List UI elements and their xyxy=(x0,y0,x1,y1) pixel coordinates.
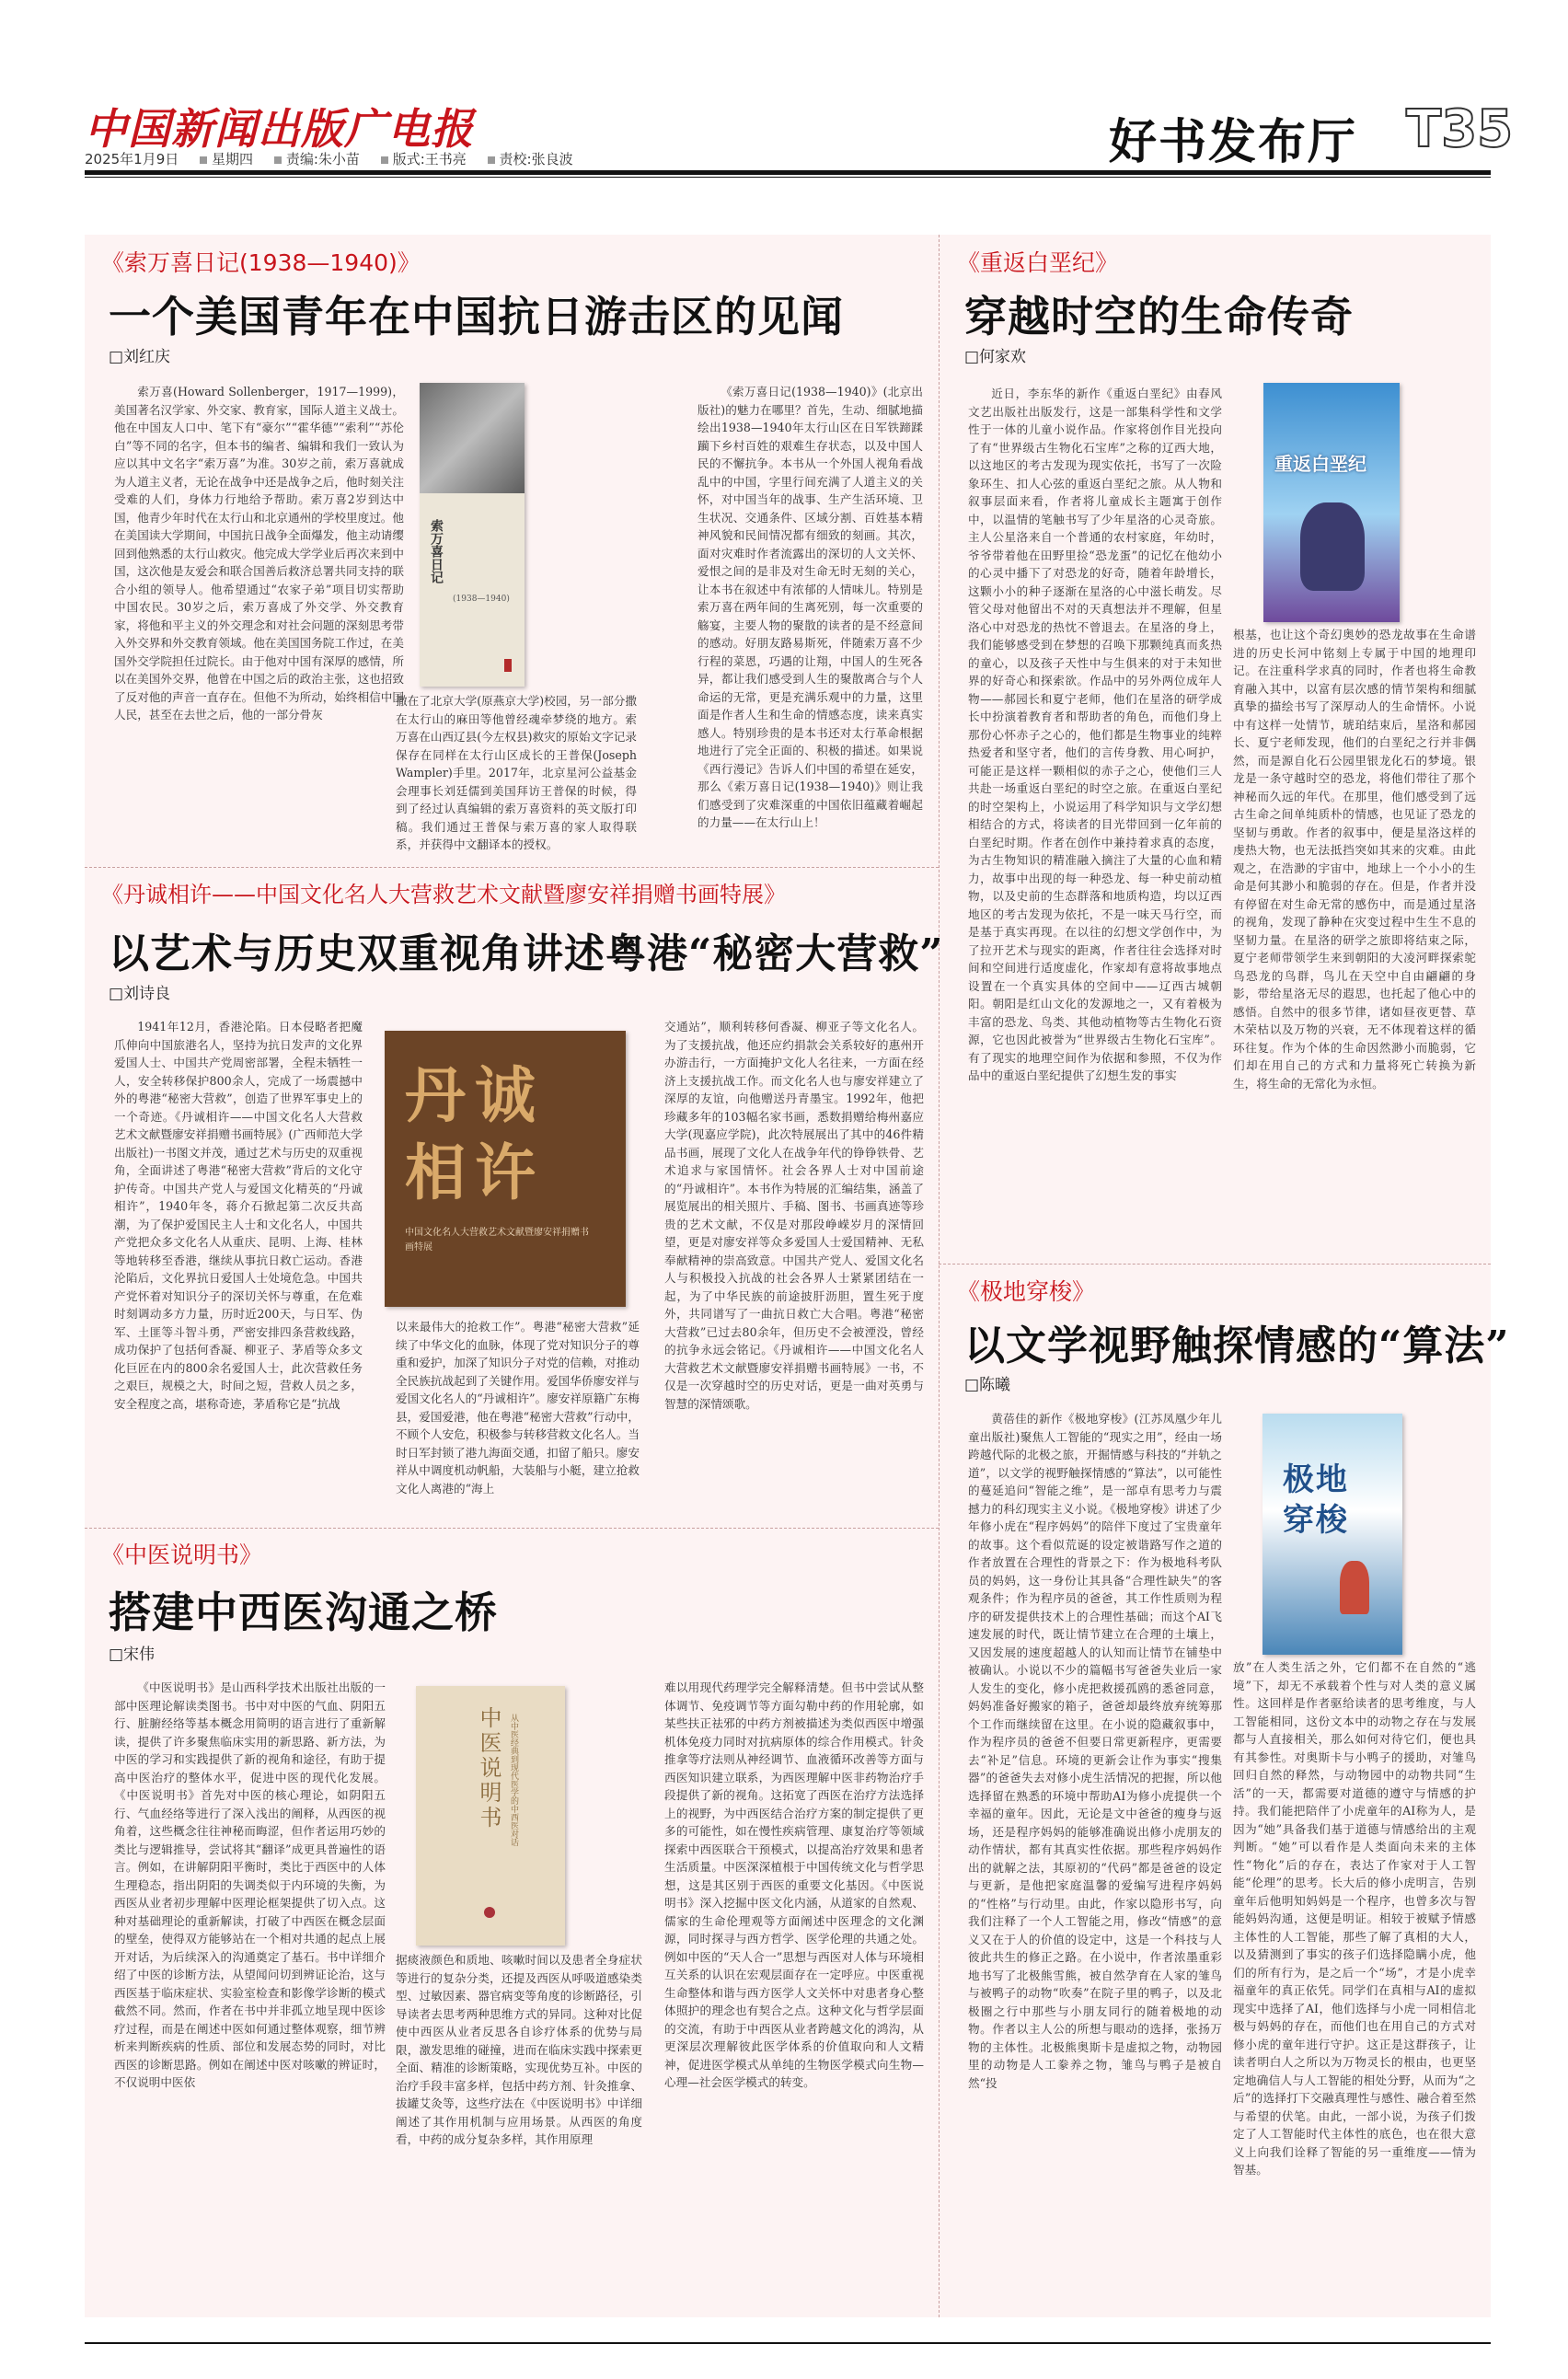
article-kicker: 《极地穿梭》 xyxy=(957,1278,1096,1305)
cover-title: 丹诚相许 xyxy=(405,1059,545,1208)
column-divider xyxy=(939,235,940,2317)
cover-title: 中医说明书 xyxy=(476,1706,502,1830)
article-kicker: 《重返白垩纪》 xyxy=(957,249,1119,276)
article-body: 《索万喜日记(1938—1940)》(北京出版社)的魅力在哪里？首先，生动、细腻地描绘出1938—1940年太行山区在日军铁蹄蹂躏下乡村百姓的艰难生存状态，以及中国人民的不懈抗争。本书从一个外国人视角看战乱中的中国，字里行间充满了人道主义的关怀，对中国当年的战事、生产生活环境、卫生状况、交通条件、区域分割、百姓基本精神风貌和民间情况都有细致的刻画。其次，面对灾难时作者流露出的深切的人文关怀、爱恨之间的是非及对生命无时无刻的关心，让本书在叙述中有浓郁的人情味儿。特别是索万喜在两年间的生离死别，每一次重要的觞宴，主要人物的聚散的读者的是不经意间的感动。好朋友路易斯死，伴随索万喜不少行程的菜恩，巧遇的让翔，中国人的生死各异，都让我们感受到人生的聚散离合与个人命运的无常，更是充满乐观中的力量，这里面是作者人生和生命的情感态度，读来真实感人。特别珍贵的是本书还对太行革命根据地进行了完全正面的、积极的描述。如果说《西行漫记》告诉人们中国的希望在延安，那么《索万喜日记(1938—1940)》则让我们感受到了灾难深重的中国依旧蕴藏着崛起的力量——在太行山上！ xyxy=(698,385,923,829)
issue-info xyxy=(85,149,590,168)
article-byline: □宋伟 xyxy=(109,1646,156,1664)
editor-credit: 责编:朱小苗 xyxy=(285,151,360,167)
masthead-rule xyxy=(85,170,1491,175)
article-body: 撒在了北京大学(原燕京大学)校园，另一部分撒在太行山的麻田等他曾经魂牵梦绕的地方。索万喜在山西辽县(今左权县)救灾的原始文字记录保存在同样在太行山区成长的王普保(Joseph Wampler)手里。2017年，北京星河公益基金会理事长刘廷儒到美国拜访王普保的时候，得到了经过认真编辑的索万喜资料的英文版打印稿。我们通过王普保与索万喜的家人取得联系，并获得中文翻译本的授权。 xyxy=(396,694,637,851)
cover-subtitle: 从中医经典到现代医学的中西医对话 xyxy=(509,1714,518,1846)
article-headline: 搭建中西医沟通之桥 xyxy=(109,1588,498,1637)
article-byline: □刘诗良 xyxy=(109,985,171,1003)
cover-subtitle: 中国文化名人大营救艺术文献暨廖安祥捐赠书画特展 xyxy=(405,1228,589,1253)
article-body: 索万喜(Howard Sollenberger，1917—1999)，美国著名汉学家、外交家、教育家，国际人道主义战士。他在中国友人口中、笔下有“豪尔”“霍华德”“索利”“苏伦白”等不同的名字，但本书的编者、编辑和我们一致认为应以其中文名字“索万喜”为准。30岁之前，索万喜就成为人道主义者，无论在战争中还是战争之后，他时刻关注受难的人们，身体力行地给予帮助。索万喜2岁到达中国，他青少年时代在太行山和北京通州的学校里度过。他在美国读大学期间，中国抗日战争全面爆发，他主动请缨回到他熟悉的太行山救灾。他完成大学学业后再次来到中国，这次他是友爱会和联合国善后救济总署共同支持的联合小组的领导人。他希望通过“农家子弟”项目切实帮助中国农民。30岁之后，索万喜成了外交学、外交教育家，将他和平主义的外交理念和对社会问题的深刻思考带入外交界和外交教育领域。他在美国国务院工作过，在美国外交学院担任过院长。由于他对中国有深厚的感情，所以在美国外交界，他曾在中国之后的政治主张，这也招致了反对他的声音一直存在。但他不为所动，始终相信中国人民，甚至在去世之后，他的一部分骨灰 xyxy=(114,385,404,722)
section-title: 好书发布厅 xyxy=(1109,114,1358,170)
book-cover-tcm xyxy=(416,1686,565,1946)
book-cover-danchengxiangxu xyxy=(385,1031,626,1307)
book-cover-cretaceous xyxy=(1263,383,1400,622)
square-bullet-icon xyxy=(381,156,388,164)
page-bottom-rule xyxy=(85,2342,1491,2344)
article-body: 据痰液颜色和质地、咳嗽时间以及患者全身症状等进行的复杂分类，还提及西医从呼吸道感染类型、过敏因素、器官病变等角度的诊断路径，引导读者去思考两种思维方式的异同。这种对比促使中西医从业者反思各自诊疗体系的优势与局限，激发思维的碰撞，进而在临床实践中探索更全面、精准的诊断策略，实现优势互补。中医的治疗手段丰富多样，包括中药方剂、针灸推拿、拔罐艾灸等，这些疗法在《中医说明书》中详细阐述了其作用机制与应用场景。从西医的角度看，中药的成分复杂多样，其作用原理 xyxy=(396,1953,642,2146)
issue-date: 2025年1月9日 xyxy=(85,151,179,167)
article-body: 交通站”，顺利转移何香凝、柳亚子等文化名人。为了支援抗战，他还应约捐款会关系较好的惠州开办游击行，一方面掩护文化人名往来，一方面在经济上支援抗战工作。而文化名人也与廖安祥建立了深厚的友谊，向他赠送丹青墨宝。1992年，他把珍藏多年的103幅名家书画，悉数捐赠给梅州嘉应大学(现嘉应学院)，此次特展展出了其中的46件精品书画，展现了文化人在战争年代的铮铮铁骨、艺术追求与家国情怀。社会各界人士对中国前途的“丹诚相许”。本书作为特展的汇编结集，涵盖了展览展出的相关照片、手稿、图书、书画真迹等珍贵的艺术文献，不仅是对那段峥嵘岁月的深情回望，更是对廖安祥等众多爱国人士爱国精神、无私奉献精神的崇高致意。中国共产党人、爱国文化名人与积极投入抗战的社会各界人士紧紧团结在一起，为了中华民族的前途披肝沥胆，置生死于度外，共同谱写了一曲抗日救亡大合唱。粤港“秘密大营救”已过去80余年，但历史不会被湮没，曾经的抗争永远会铭记。《丹诚相许——中国文化名人大营救艺术文献暨廖安祥捐赠书画特展》一书，不仅是一次穿越时空的历史对话，更是一曲对英勇与智慧的深情颂歌。 xyxy=(664,1020,924,1411)
article-body: 难以用现代药理学完全解释清楚。但书中尝试从整体调节、免疫调节等方面勾勒中药的作用轮廓，如某些扶正祛邪的中药方剂被描述为类似西医中增强机体免疫力同时对抗病原体的综合作用模式。针灸推拿等疗法则从神经调节、血液循环改善等方面与西医知识建立联系，为西医理解中医非药物治疗手段提供了新的视角。这拓宽了西医在治疗方法选择上的视野，为中西医结合治疗方案的制定提供了更多的可能性，如在慢性疾病管理、康复治疗等领域探索中西医联合干预模式，以提高治疗效果和患者生活质量。中医深深植根于中国传统文化与哲学思想，这是其区别于西医的重要文化基因。《中医说明书》深入挖掘中医文化内涵，从道家的自然观、儒家的生命伦理观等方面阐述中医理念的文化渊源，同时探寻与西方哲学、医学伦理的共通之处。例如中医的“天人合一”思想与西医对人体与环境相互关系的认识在宏观层面存在一定呼应。中医重视生命整体和谐与西方医学人文关怀中对患者身心整体照护的理念也有契合之点。这种文化与哲学层面的交流，有助于中西医从业者跨越文化的鸿沟，从更深层次理解彼此医学体系的价值取向和人文精神，促进医学模式从单纯的生物医学模式向生物—心理—社会医学模式的转变。 xyxy=(664,1680,924,2089)
publisher-logo-icon xyxy=(504,659,512,672)
article-body: 黄蓓佳的新作《极地穿梭》(江苏凤凰少年儿童出版社)聚焦人工智能的“现实之用”，经由一场跨越代际的北极之旅，开掘情感与科技的“并轨之道”，以文学的视野触探情感的“算法”，以可能性的蔓延追问“智能之维”，是一部卓有思考力与震撼力的科幻现实主义小说。《极地穿梭》讲述了少年修小虎在“程序妈妈”的陪伴下度过了宝贵童年的故事。这个看似荒诞的设定被谐路写作之道的作者放置在合理性的背景之下：作为极地科考队员的妈妈，这一身份让其具备“合理性缺失”的客观条件；作为程序员的爸爸，其工作性质则为程序的研发提供技术上的合理性基础；而这个AI飞速发展的时代，既让情节建立在合理的土壤上，又因发展的速度超越人的认知而让情节在铺垫中被确认。小说以不少的篇幅书写爸爸失业后一家人发生的变化，修小虎把救援孤鸥的悉爸同意，妈妈准备好搬家的箱子，爸爸却最终放弃统筹那个工作而继续留在这里。在小说的隐藏叙事中，作为程序员的爸爸不但要日常更新程序，更需要去“补足”信息。环境的更新会让作为事实“搜集器”的爸爸失去对修小虎生活情况的把握，所以他选择留在熟悉的环境中帮助AI为修小虎提供一个幸福的童年。因此，无论是文中爸爸的瘦身与返场，还是程序妈妈的能够准确说出修小虎朋友的动作情状，都有其真实性依据。那些程序妈妈作出的就解之法，其原初的“代码”都是爸爸的设定与更新，是他把家庭温馨的爱编写进程序妈妈的“性格”与行动里。由此，作家以隐形书写，向我们注释了一个人工智能之用，修改“情感”的意义又在于人的价值的设定中，这是一个科技与人彼此共生的修正之路。在小说中，作者浓墨重彩地书写了北极熊雪熊，被自然孕育在人家的雏鸟与被鸭子的动物“吹奏”在院子里的鸭子，以及北极圈之行中那些与小朋友同行的随着极地的动物。作者以主人公的所想与眼动的选择，张扬万物的主体性。北极熊奥斯卡是虚拟之物，动物园里的动物是人工豢养之物，雏鸟与鸭子是被自然“投 xyxy=(968,1412,1222,2090)
article-byline: □刘红庆 xyxy=(109,348,171,366)
cover-subtitle: (1938—1940) xyxy=(453,595,510,604)
dinosaur-illustration xyxy=(1300,502,1365,591)
article-body: 《中医说明书》是山西科学技术出版社出版的一部中医理论解读类图书。书中对中医的气血、阴阳五行、脏腑经络等基本概念用简明的语言进行了重新解读，提供了许多聚焦临床实用的新思路、新方法，为中医的学习和实践提供了新的视角和途径，有助于提高中医治疗的整体水平，促进中医的现代化发展。《中医说明书》首先对中医的核心理论，如阴阳五行、气血经络等进行了深入浅出的阐释，从西医的视角着，这些概念往往神秘而晦涩，但作者运用巧妙的类比与逻辑推导，尝试将其“翻译”成更具普遍性的语言。例如，在讲解阴阳平衡时，类比于西医中的人体生理稳态，指出阴阳的失调类似于内环境的失衡，为西医从业者初步理解中医理论框架提供了切入点。这种对基础理论的重新解读，打破了中西医在概念层面的壁垒，使得双方能够站在一个相对共通的起点上展开对话，为后续深入的沟通奠定了基石。书中详细介绍了中医的诊断方法，从望闻问切到辨证论治，这与西医基于临床症状、实验室检查和影像学诊断的模式截然不同。然而，作者在书中并非孤立地呈现中医诊疗过程，而是在阐述中医如何通过整体观察，细节辨析来判断疾病的性质、部位和发展态势的同时，对比西医的诊断思路。例如在阐述中医对咳嗽的辨证时，不仅说明中医依 xyxy=(114,1680,386,2089)
seal-icon xyxy=(484,1907,495,1918)
cover-title: 重返白垩纪 xyxy=(1274,453,1366,475)
square-bullet-icon xyxy=(274,156,282,164)
article-kicker: 《中医说明书》 xyxy=(101,1542,263,1568)
article-headline: 穿越时空的生命传奇 xyxy=(964,292,1354,341)
article-body: 1941年12月，香港沦陷。日本侵略者把魔爪伸向中国旅港名人，坚持为抗日发声的文化界爱国人士、中国共产党周密部署，全程未牺牲一人，安全转移保护800余人，完成了一场震撼中外的粤港“秘密大营救”，创造了世界军事史上的一个奇迹。《丹诚相许——中国文化名人大营救艺术文献暨廖安祥捐赠书画特展》(广西师范大学出版社)一书图文并茂，通过艺术与历史的双重视角，全面讲述了粤港“秘密大营救”背后的文化守护传奇。中国共产党人与爱国文化精英的“丹诚相许”，1940年冬，蒋介石掀起第二次反共高潮，为了保护爱国民主人士和文化名人，中国共产党把众多文化名人从重庆、昆明、上海、桂林等地转移至香港，继续从事抗日救亡运动。香港沦陷后，文化界抗日爱国人士处境危急。中国共产党怀着对知识分子的深切关怀与尊重，在危难时刻调动多方力量，历时近200天，与日军、伪军、土匪等斗智斗勇，严密安排四条营救线路，成功保护了包括何香凝、柳亚子、茅盾等众多文化巨匠在内的800余名爱国人士，此次营救任务之艰巨，规模之大，时间之短，营救人员之多，安全程度之高，堪称奇迹，茅盾称它是“抗战 xyxy=(114,1020,363,1411)
article-headline: 以艺术与历史双重视角讲述粤港“秘密大营救” xyxy=(109,930,944,977)
section-divider xyxy=(939,1264,1491,1265)
article-byline: □何家欢 xyxy=(964,348,1027,366)
article-body: 根基，也让这个奇幻奥妙的恐龙故事在生命谱进的历史长河中铭刻上专属于中国的地理印记。在注重科学求真的同时，作者也将生命教育融入其中，以富有层次感的情节架构和细腻真挚的描绘书写了深厚动人的生命情怀。小说中有这样一处情节，琥珀结束后，星洛和郝园长、夏宁老师发现，他们的白垩纪之行并非偶然，而是源自化石公园里银龙化石的梦境。银龙是一条守越时空的恐龙，将他们带往了那个神秘而久远的年代。在那里，他们感受到了远古生命之间单纯质朴的情感，也见证了恐龙的坚韧与勇敢。作者的叙事中，便是星洛这样的虔热大物，也无法抵挡突如其来的灾难。由此观之，在浩渺的宇宙中，地球上一个小小的生命是何其渺小和脆弱的存在。但是，作者并没有停留在对生命无常的感伤中，而是通过星洛的视角，发现了静种在灾变过程中生生不息的坚韧力量。在星洛的研学之旅即将结束之际，夏宁老师带领学生来到朝阳的大凌河畔探索鸵鸟恐龙的鸟群，鸟儿在天空中自由翩翩的身影，带给星洛无尽的遐思，也托起了他心中的感悟。自然中的很多节律，诸如昼夜更替、草木荣枯以及万物的兴衰，无不体现着这样的循环往复。作为个体的生命因然渺小而脆弱，它们却在用自己的方式和力量将死亡转换为新生，将生命的无常化为永恒。 xyxy=(1233,628,1476,1091)
article-kicker: 《索万喜日记(1938—1940)》 xyxy=(101,249,421,276)
masthead-rule-thin xyxy=(85,177,1491,178)
book-cover-polar xyxy=(1262,1414,1402,1655)
article-body: 以来最伟大的抢救工作”。粤港“秘密大营救”延续了中华文化的血脉，体现了党对知识分子的尊重和爱护，加深了知识分子对党的信赖，对推动全民族抗战起到了关键作用。爱国华侨廖安祥与爱国文化名人的“丹诚相许”。廖安祥原籍广东梅县，爱国爱港，他在粤港“秘密大营救”行动中，不顾个人安危，积极参与转移营救文化名人。当时日军封锁了港九海面交通，扣留了船只。廖安祥从中调度机动帆船，大装船与小艇，建立抢救文化人离港的“海上 xyxy=(396,1320,640,1496)
layout-credit: 版式:王书亮 xyxy=(392,151,467,167)
section-divider xyxy=(85,867,939,869)
article-kicker: 《丹诚相许——中国文化名人大营救艺术文献暨廖安祥捐赠书画特展》 xyxy=(101,882,786,907)
article-body: 近日，李东华的新作《重返白垩纪》由春风文艺出版社出版发行，这是一部集科学性和文学性于一体的儿童小说作品。作家将创作目光投向了有“世界级古生物化石宝库”之称的辽西大地，以这地区的考古发现为现实依托，书写了一次险象环生、扣人心弦的重返白垩纪之旅。从人物和叙事层面来看，作者将儿童成长主题寓于创作中，以温情的笔触书写了少年星洛的心灵奇旅。主人公星洛来自一个普通的农村家庭，年幼时，爷爷带着他在田野里捡“恐龙蛋”的记忆在他幼小的心灵中播下了对恐龙的好奇，随着年龄增长，这颗小小的种子逐渐在星洛的心中滋长萌发。尽管父母对他留出不对的天真想法并不理解，但星洛心中对恐龙的热忱不曾退去。在星洛的身上，我们能够感受到在梦想的召唤下那颗纯真而炙热的童心，以及孩子天性中与生俱来的对于未知世界的好奇心和探索欲。作品中的另外两位成年人物——郝园长和夏宁老师，他们在星洛的研学成长中扮演着教育者和帮助者的角色，而他们身上那份心怀赤子之心的，他们都是生物事业的纯粹热爱者和坚守者，他们的言传身教、用心呵护，可能正是这样一颗相似的赤子之心，使他们三人共赴一场重返白垩纪的时空之旅。在重返白垩纪的时空架构上，小说运用了科学知识与文学幻想相结合的方式，将读者的目光带回到一亿年前的白垩纪时期。作者在创作中兼持着求真的态度，为古生物知识的精准融入摘注了大量的心血和精力，故事中出现的每一种恐龙、每一种史前动植物，以及史前的生态群落和地质构造，均以辽西地区的考古发现为依托，不是一味天马行空，而是基于真实再现。在以往的幻想文学创作中，为了拉开艺术与现实的距离，作者往往会选择对时间和空间进行适度虚化，作家却有意将故事地点设置在一个真实具体的空间中——辽西古城朝阳。朝阳是红山文化的发源地之一，又有着极为丰富的恐龙、鸟类、其他动植物等古生物化石资源，它也因此被誉为“世界级古生物化石宝库”。有了现实的地理空间作为依据和参照，不仅为作品中的重返白垩纪提供了幻想生发的事实 xyxy=(968,387,1222,1082)
article-byline: □陈曦 xyxy=(964,1376,1011,1394)
child-illustration xyxy=(1340,1561,1369,1614)
cover-title: 极地穿梭 xyxy=(1283,1461,1349,1539)
newspaper-name: 中国新闻出版广电报 xyxy=(85,104,474,154)
page-number: T35 xyxy=(1406,99,1514,159)
article-headline: 以文学视野触探情感的“算法” xyxy=(964,1322,1510,1369)
square-bullet-icon xyxy=(488,156,495,164)
proof-credit: 责校:张良波 xyxy=(499,151,573,167)
issue-weekday: 星期四 xyxy=(212,151,254,167)
square-bullet-icon xyxy=(200,156,207,164)
book-cover-diary xyxy=(420,383,525,687)
article-headline: 一个美国青年在中国抗日游击区的见闻 xyxy=(109,292,844,341)
cover-title: 索万喜日记 xyxy=(429,519,444,583)
cover-portrait xyxy=(420,383,525,493)
article-body: 放”在人类生活之外，它们都不在自然的“逃境”下，却无不承载着个性与对人类的意义属性。这回样是作者驱给读者的思考维度，与人工智能相同，这份文本中的动物之存在与发展都与人直接相关，那么如何对待它们，便也具有其参性。对奥斯卡与小鸭子的援助，对雏鸟回归自然的释然，与动物园中的动物共同“生活”的一天，都需要对道德的遵守与情感的护持。我们能把陪伴了小虎童年的AI称为人，是因为“她”具备我们基于道德与情感给出的主观判断。“她”可以看作是人类面向未来的主体性“物化”后的存在，表达了作家对于人工智能“伦理”的思考。长大后的修小虎明言，告别童年后他明知妈妈是一个程序，也曾多次与智能妈妈沟通，这便是明证。相较于被赋予情感主体性的人工智能，那些了解了真相的大人，以及猜测到了事实的孩子们选择隐瞒小虎，他们的所有行为，是之后一个“场”，才是小虎幸福童年的真正依凭。同学们在真相与AI的虚拟现实中选择了AI，他们选择与小虎一同相信北极与妈妈的存在，而他们也在用自己的方式对修小虎的童年进行守护。这正是这群孩子，让读者明白人之所以为万物灵长的根由，也更坚定地确信人与人工智能的相处分野，从而为“之后”的选择打下交融真理性与感性、融合着至然与希望的伏笔。由此，一部小说，为孩子们拨定了人工智能时代主体性的底色，也在很大意义上向我们诠释了智能的另一重维度——情为智基。 xyxy=(1233,1660,1476,2177)
section-divider xyxy=(85,1528,939,1530)
